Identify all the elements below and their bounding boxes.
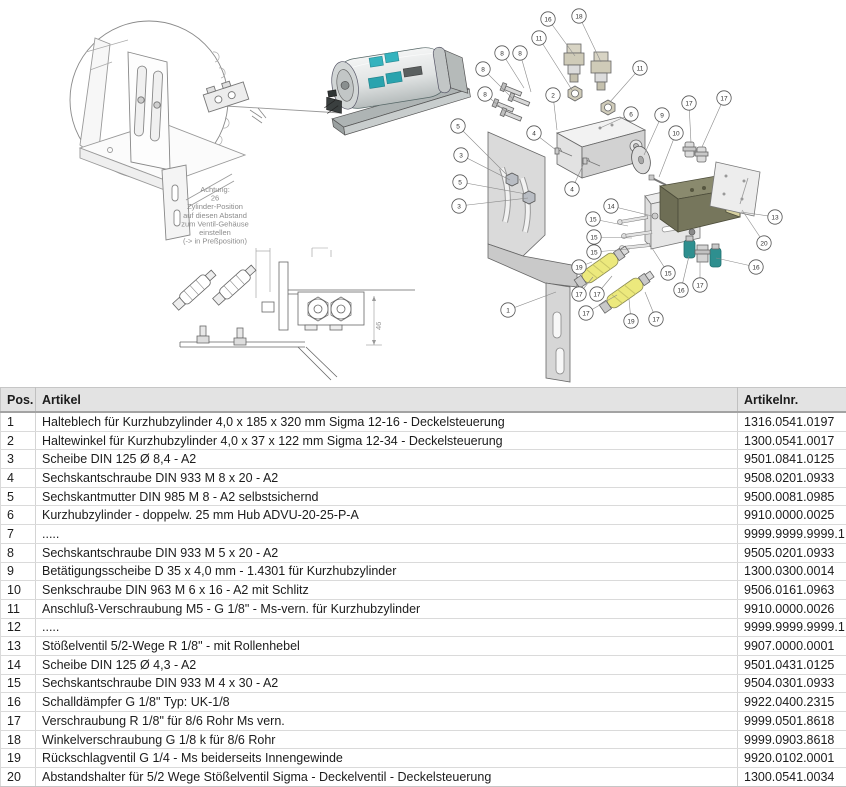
balloon-number: 17 xyxy=(720,95,728,103)
cell-pos: 20 xyxy=(1,768,36,787)
cell-artikel: ..... xyxy=(36,525,738,544)
table-row xyxy=(1,768,846,787)
cell-pos: 18 xyxy=(1,730,36,749)
cell-pos: 10 xyxy=(1,581,36,600)
cell-artikelnr: 9506.0161.0963 xyxy=(738,581,846,600)
cylinder-label xyxy=(369,56,383,67)
cell-artikel: Haltewinkel für Kurzhubzylinder 4,0 x 37 x 122 mm Sigma 12-34 - Deckelsteuerung xyxy=(36,431,738,450)
cell-pos: 5 xyxy=(1,487,36,506)
cell-artikelnr: 9922.0400.2315 xyxy=(738,693,846,712)
col-header-artikel: Artikel xyxy=(36,388,738,413)
cell-artikel: ..... xyxy=(36,618,738,637)
balloon-number: 4 xyxy=(532,130,536,138)
dimension-46 xyxy=(366,296,383,345)
balloon-number: 10 xyxy=(672,130,680,138)
cell-pos: 9 xyxy=(1,562,36,581)
balloon-number: 8 xyxy=(481,66,485,74)
table-row xyxy=(1,637,846,656)
cell-artikelnr: 9907.0000.0001 xyxy=(738,637,846,656)
push-fittings-17 xyxy=(683,142,708,162)
balloon-number: 11 xyxy=(535,35,543,43)
table-row xyxy=(1,469,846,488)
cell-artikelnr: 9508.0201.0933 xyxy=(738,469,846,488)
technical-drawing xyxy=(0,0,846,387)
cell-artikelnr: 9504.0301.0933 xyxy=(738,674,846,693)
balloon-number: 5 xyxy=(458,179,462,187)
table-row xyxy=(1,618,846,637)
table-row xyxy=(1,431,846,450)
cell-pos: 6 xyxy=(1,506,36,525)
balloon-number: 2 xyxy=(551,92,555,100)
balloon-number: 19 xyxy=(627,318,635,326)
exploded-view xyxy=(451,9,782,382)
cell-artikel: Verschraubung R 1/8" für 8/6 Rohr Ms vern. xyxy=(36,712,738,731)
balloon-number: 17 xyxy=(696,282,704,290)
cell-artikelnr: 9505.0201.0933 xyxy=(738,543,846,562)
cell-pos: 4 xyxy=(1,469,36,488)
cell-artikelnr: 9999.9999.9999.1 xyxy=(738,525,846,544)
note-line: zum Ventil-Gehäuse xyxy=(181,219,249,229)
cell-artikel: Scheibe DIN 125 Ø 4,3 - A2 xyxy=(36,655,738,674)
cell-pos: 15 xyxy=(1,674,36,693)
cell-artikelnr: 9500.0081.0985 xyxy=(738,487,846,506)
cell-artikelnr: 9999.9999.9999.1 xyxy=(738,618,846,637)
balloon-number: 3 xyxy=(459,152,463,160)
cell-pos: 1 xyxy=(1,412,36,431)
countersunk-screw-10 xyxy=(649,175,666,185)
cylinder-photo xyxy=(317,42,473,138)
cell-artikelnr: 9910.0000.0026 xyxy=(738,599,846,618)
cell-pos: 16 xyxy=(1,693,36,712)
cell-pos: 8 xyxy=(1,543,36,562)
balloon-number: 17 xyxy=(685,100,693,108)
cell-artikelnr: 1316.0541.0197 xyxy=(738,412,846,431)
cell-artikel: Sechskantschraube DIN 933 M 4 x 30 - A2 xyxy=(36,674,738,693)
balloon-number: 17 xyxy=(652,316,660,324)
balloon-number: 17 xyxy=(582,310,590,318)
angled-valve-a xyxy=(171,268,218,312)
balloon-number: 13 xyxy=(771,214,779,222)
cell-artikel: Senkschraube DIN 963 M 6 x 16 - A2 mit Schlitz xyxy=(36,581,738,600)
cell-artikel: Winkelverschraubung G 1/8 k für 8/6 Rohr xyxy=(36,730,738,749)
table-row xyxy=(1,412,846,431)
col-header-pos: Pos. xyxy=(1,388,36,413)
balloon-number: 8 xyxy=(518,50,522,58)
balloon-number: 3 xyxy=(457,203,461,211)
cell-artikel: Halteblech für Kurzhubzylinder 4,0 x 185 x 320 mm Sigma 12-16 - Deckelsteuerung xyxy=(36,412,738,431)
balloon-number: 16 xyxy=(752,264,760,272)
slot-nut xyxy=(506,173,518,186)
table-row xyxy=(1,581,846,600)
balloon-number: 9 xyxy=(660,112,664,120)
cell-pos: 17 xyxy=(1,712,36,731)
col-header-artikelnr: Artikelnr. xyxy=(738,388,846,413)
table-row xyxy=(1,693,846,712)
table-row xyxy=(1,749,846,768)
top-fittings xyxy=(564,44,615,115)
balloon-number: 20 xyxy=(760,240,768,248)
bolt-a xyxy=(197,326,209,343)
bracket-plate xyxy=(128,52,170,170)
cell-artikel: Sechskantschraube DIN 933 M 8 x 20 - A2 xyxy=(36,469,738,488)
balloon-number: 1 xyxy=(506,307,510,315)
table-row xyxy=(1,730,846,749)
balloon-number: 8 xyxy=(483,91,487,99)
cell-artikelnr: 9910.0000.0025 xyxy=(738,506,846,525)
check-valve-19b xyxy=(598,268,656,314)
balloon-number: 11 xyxy=(636,65,644,73)
cell-pos: 11 xyxy=(1,599,36,618)
cell-artikel: Rückschlagventil G 1/4 - Ms beiderseits Innengewinde xyxy=(36,749,738,768)
cell-pos: 13 xyxy=(1,637,36,656)
balloon-number: 15 xyxy=(589,216,597,224)
cell-artikelnr: 1300.0541.0017 xyxy=(738,431,846,450)
mufflers-16 xyxy=(684,236,721,267)
balloon-number: 4 xyxy=(570,186,574,194)
washer-14 xyxy=(652,213,658,219)
balloon-leader xyxy=(702,98,724,147)
note-text xyxy=(181,185,249,246)
cell-artikel: Sechskantschraube DIN 933 M 5 x 20 - A2 xyxy=(36,543,738,562)
balloon-number: 18 xyxy=(575,13,583,21)
note-line: auf diesen Abstand xyxy=(183,210,247,220)
table-row xyxy=(1,450,846,469)
cell-artikelnr: 9501.0841.0125 xyxy=(738,450,846,469)
cell-artikelnr: 9999.0903.8618 xyxy=(738,730,846,749)
balloon-number: 15 xyxy=(590,234,598,242)
cell-artikel: Betätigungsscheibe D 35 x 4,0 mm - 1.4301 für Kurzhubzylinder xyxy=(36,562,738,581)
cell-artikelnr: 9999.0501.8618 xyxy=(738,712,846,731)
side-view-drawing xyxy=(171,248,415,380)
balloon-number: 5 xyxy=(456,123,460,131)
cell-artikelnr: 1300.0541.0034 xyxy=(738,768,846,787)
cell-artikel: Scheibe DIN 125 Ø 8,4 - A2 xyxy=(36,450,738,469)
note-line: (-> in Preßposition) xyxy=(183,236,247,246)
parts-table-body xyxy=(1,412,846,786)
table-row xyxy=(1,506,846,525)
table-header-row xyxy=(1,388,846,413)
cell-pos: 2 xyxy=(1,431,36,450)
cell-artikel: Stößelventil 5/2-Wege R 1/8" - mit Rollenhebel xyxy=(36,637,738,656)
bracket-leg xyxy=(162,165,190,240)
table-row xyxy=(1,543,846,562)
table-row xyxy=(1,487,846,506)
cell-pos: 7 xyxy=(1,525,36,544)
detail-leader-line xyxy=(226,106,341,113)
cell-artikelnr: 9501.0431.0125 xyxy=(738,655,846,674)
balloon-number: 17 xyxy=(575,291,583,299)
table-row xyxy=(1,562,846,581)
cell-pos: 14 xyxy=(1,655,36,674)
balloon-number: 14 xyxy=(607,203,615,211)
table-row xyxy=(1,674,846,693)
note-line: einstellen xyxy=(199,228,231,237)
cell-pos: 3 xyxy=(1,450,36,469)
balloon-number: 6 xyxy=(629,111,633,119)
note-line: Zylinder-Position xyxy=(187,202,243,212)
parts-table xyxy=(0,387,846,787)
cell-artikelnr: 1300.0300.0014 xyxy=(738,562,846,581)
angled-valve-b xyxy=(211,263,258,307)
note-line: 26 xyxy=(210,193,220,203)
cell-artikel: Anschluß-Verschraubung M5 - G 1/8" - Ms-vern. für Kurzhubzylinder xyxy=(36,599,738,618)
note-line: Achtung: xyxy=(200,185,230,194)
dim-46-label: 46 xyxy=(374,321,383,330)
hex-screws-8 xyxy=(492,83,530,123)
balloon-number: 16 xyxy=(544,16,552,24)
table-row xyxy=(1,655,846,674)
cell-artikel: Abstandshalter für 5/2 Wege Stößelventil Sigma - Deckelventil - Deckelsteuerung xyxy=(36,768,738,787)
cell-pos: 19 xyxy=(1,749,36,768)
table-row xyxy=(1,599,846,618)
bolt-b xyxy=(234,328,246,345)
short-stroke-cylinder xyxy=(555,117,645,178)
holding-plate xyxy=(488,132,545,256)
balloon-number: 8 xyxy=(500,50,504,58)
balloon-number: 17 xyxy=(593,291,601,299)
table-row xyxy=(1,525,846,544)
cell-pos: 12 xyxy=(1,618,36,637)
balloon-number: 16 xyxy=(677,287,685,295)
cell-artikel: Schalldämpfer G 1/8" Typ: UK-1/8 xyxy=(36,693,738,712)
balloon-number: 15 xyxy=(590,249,598,257)
cell-artikelnr: 9920.0102.0001 xyxy=(738,749,846,768)
cell-artikel: Kurzhubzylinder - doppelw. 25 mm Hub ADVU-20-25-P-A xyxy=(36,506,738,525)
table-row xyxy=(1,712,846,731)
balloon-number: 15 xyxy=(664,270,672,278)
spacer-plate-20 xyxy=(710,162,760,216)
cell-artikel: Sechskantmutter DIN 985 M 8 - A2 selbstsichernd xyxy=(36,487,738,506)
balloon-number: 19 xyxy=(575,264,583,272)
